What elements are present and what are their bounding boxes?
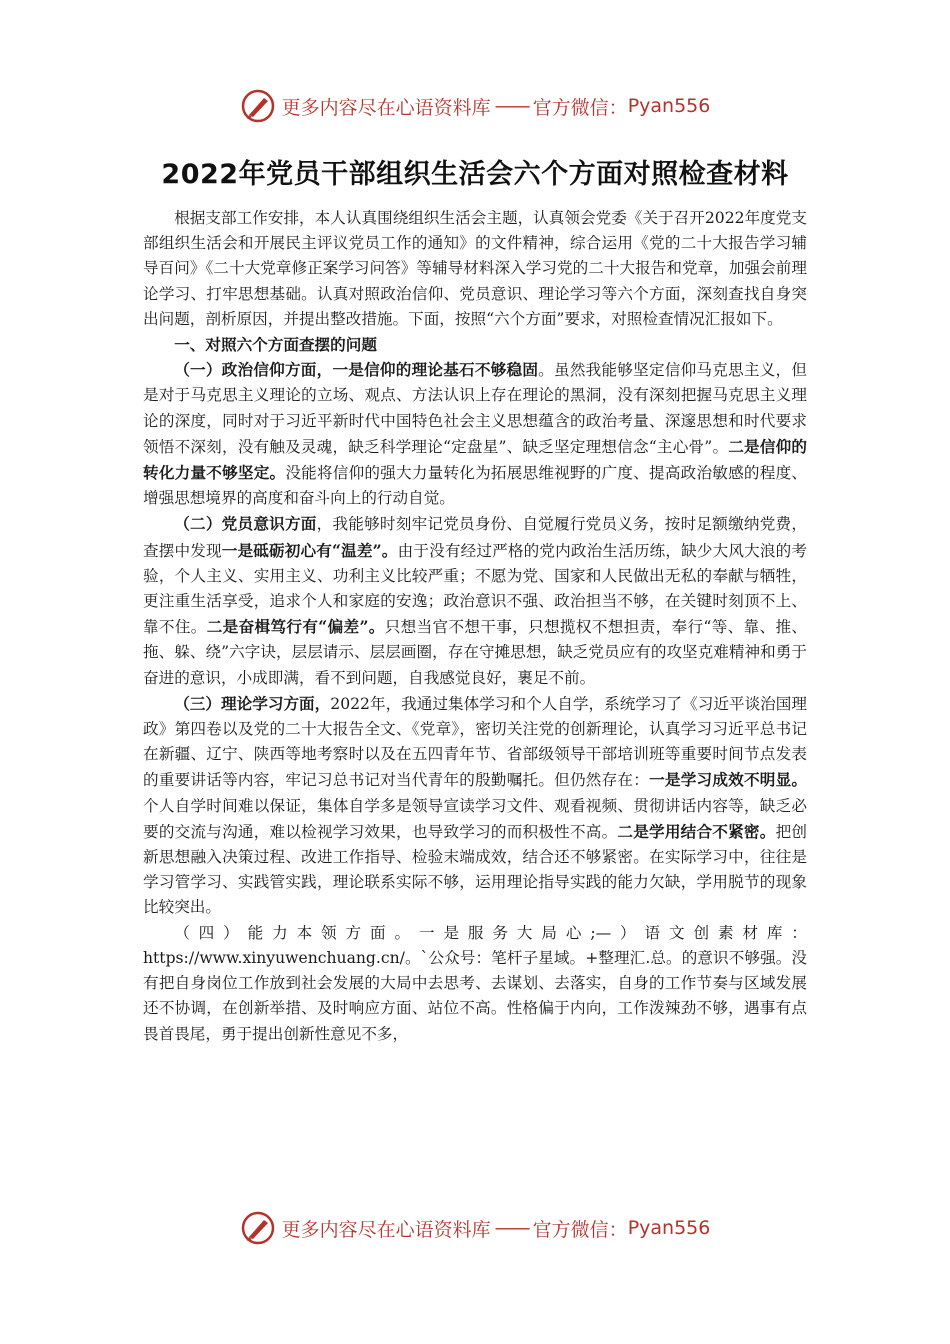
header-wechat-label: 官方微信：: [532, 96, 628, 119]
watermark-footer-bottom: [0, 1208, 950, 1248]
bold-phrase: 一是学习成效不明显。: [649, 770, 807, 790]
bold-phrase: 二是学用结合不紧密。: [617, 821, 776, 841]
footer-wechat-id: Pyan556: [627, 1217, 711, 1239]
header-wechat-id: Pyan556: [627, 95, 711, 117]
body-text: 没能将信仰的强大力量转化为拓展思维视野的广度、提高政治敏感的程度、增强思想境界的高度和奋斗向上的行动自觉。: [143, 464, 807, 508]
header-site-text: 更多内容尽在心语资料库: [281, 96, 491, 119]
footer-site-text: 更多内容尽在心语资料库: [281, 1218, 491, 1241]
ability-paragraph: （四）能力本领方面。一是服务大局心;—）语文创素材库：https://www.xinyuwenchuang.cn/。`公众号：笔杆子星域。+整理汇.总。的意识不够强。没有把自身岗位工作放到社会发展的大局中去思考、去谋划、去落实，自身的工作节奏与区域发展还不协调，在创新举措、及时响应方面、站位不高。性格偏于内向，工作泼辣劲不够，遇事有点畏首畏尾，勇于提出创新性意见不多，: [143, 923, 807, 1043]
bold-phrase: 一是砥砺初心有“温差”。: [221, 540, 398, 560]
body-text: ，我能够时刻牢记党员身份、自觉履行党员义务，按时足额缴纳党费，查摆中发现: [143, 515, 807, 560]
watermark-header-top: [0, 86, 950, 126]
body-text: 。虽然我能够坚定信仰马克思主义，但是对于马克思主义理论的立场、观点、方法认识上存在理论的黑洞，没有深刻把握马克思主义理论的深度，同时对于习近平新时代中国特色社会主义思想蕴含的政治考量、深邃思想和时代要求领悟不深刻，没有触及灵魂，缺乏科学理论“定盘星”、缺乏坚定理想信念“主心骨”。: [143, 361, 807, 456]
bold-phrase: （二）党员意识方面: [174, 514, 317, 534]
body-text: 把创新思想融入决策过程、改进工作指导、检验末端成效，结合还不够紧密。在实际学习中，往往是学习管学习、实践管实践，理论联系实际不够，运用理论指导实践的能力欠缺，学用脱节的现象比较突出。: [143, 822, 807, 917]
body-text: 由于没有经过严格的党内政治生活历练，缺少大风大浪的考验，个人主义、实用主义、功利主义比较严重；不愿为党、国家和人民做出无私的奉献与牺牲，更注重生活享受，追求个人和家庭的安逸；政治意识不强、政治担当不够，在关键时刻顶不上、靠不住。: [143, 541, 807, 637]
section-heading: 一、对照六个方面查摆的问题: [174, 335, 377, 355]
pen-logo-icon: [240, 1210, 276, 1246]
body-text: 只想当官不想干事，只想揽权不想担责，奉行“等、靠、推、拖、躲、绕”六字诀，层层请示、层层画圈，存在守摊思想，缺乏党员应有的攻坚克难精神和勇于奋进的意识，小成即满，看不到问题，自我感觉良好，裹足不前。: [143, 618, 807, 687]
pen-logo-icon: [240, 88, 276, 124]
bold-phrase: （三）理论学习方面，: [174, 693, 331, 713]
document-body: [143, 206, 807, 1047]
theory-study-paragraph: [143, 691, 807, 921]
footer-wechat-label: 官方微信：: [532, 1218, 628, 1241]
body-text: 2022年，我通过集体学习和个人自学，系统学习了《习近平谈治国理政》第四卷以及党的二十大报告全文、《党章》，密切关注党的创新理论，认真学习习近平总书记在新疆、辽宁、陕西等地考察时以及在五四青年节、省部级领导干部培训班等重要时间节点发表的重要讲话等内容，牢记习总书记对当代青年的殷勤嘱托。但仍然存在：: [143, 694, 807, 790]
intro-paragraph: 根据支部工作安排，本人认真围绕组织生活会主题，认真领会党委《关于召开2022年度党支部组织生活会和开展民主评议党员工作的通知》的文件精神，综合运用《党的二十大报告学习辅导百问》《二十大党章修正案学习问答》等辅导材料深入学习党的二十大报告和党章，加强会前理论学习、打牢思想基础。认真对照政治信仰、党员意识、理论学习等六个方面，深刻查找自身突出问题，剖析原因，并提出整改措施。下面，按照“六个方面”要求，对照检查情况汇报如下。: [143, 209, 807, 328]
footer-separator: ——: [494, 1217, 529, 1239]
header-separator: ——: [494, 95, 529, 117]
bold-phrase: （一）政治信仰方面，一是信仰的理论基石不够稳固: [174, 360, 539, 380]
party-awareness-paragraph: [143, 511, 807, 690]
political-belief-paragraph: [143, 357, 807, 511]
bold-phrase: 二是信仰的转化力量不够坚定。: [143, 436, 807, 483]
document-title: 2022年党员干部组织生活会六个方面对照检查材料: [161, 159, 789, 190]
body-text: 个人自学时间难以保证，集体自学多是领导宣读学习文件、观看视频、贯彻讲话内容等，缺乏必要的交流与沟通，难以检视学习效果，也导致学习的而积极性不高。: [143, 796, 807, 841]
bold-phrase: 二是奋楫笃行有“偏差”。: [206, 617, 385, 637]
